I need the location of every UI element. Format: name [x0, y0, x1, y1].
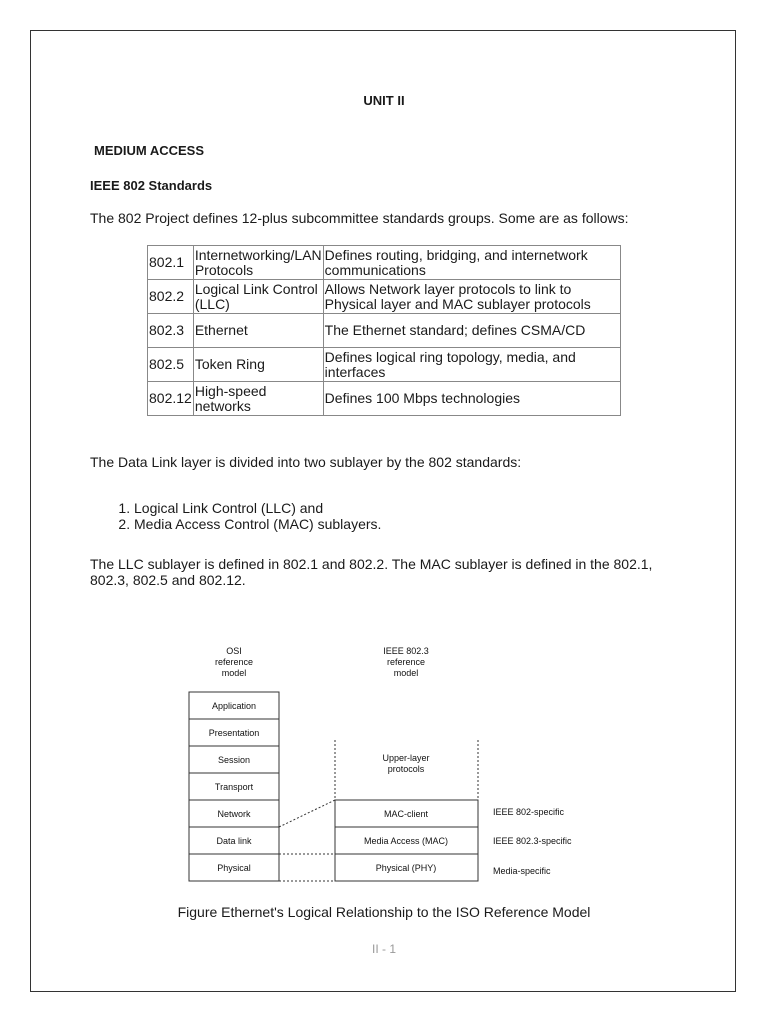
- standard-description: Defines routing, bridging, and internetwork communications: [323, 246, 620, 280]
- ieee-layer-label: Physical (PHY): [375, 863, 437, 873]
- standard-name: Ethernet: [193, 314, 323, 348]
- osi-header-line: reference: [214, 657, 254, 667]
- osi-layer-label: Data link: [216, 836, 252, 846]
- standard-name: Logical Link Control (LLC): [193, 280, 323, 314]
- osi-header-line: model: [221, 668, 247, 678]
- intro-paragraph: The 802 Project defines 12-plus subcommittee standards groups. Some are as follows:: [90, 210, 629, 226]
- upper-layer-label: Upper-layer: [382, 753, 430, 763]
- unit-title: UNIT II: [363, 93, 405, 108]
- list-item: 1. Logical Link Control (LLC) and: [134, 500, 381, 516]
- osi-layer-label: Physical: [217, 863, 251, 873]
- subsection-title: IEEE 802 Standards: [90, 178, 213, 193]
- side-label: IEEE 802-specific: [493, 807, 565, 817]
- list-item: 2. Media Access Control (MAC) sublayers.: [134, 516, 381, 532]
- datalink-paragraph: The Data Link layer is divided into two sublayer by the 802 standards:: [90, 454, 522, 470]
- standard-name: Token Ring: [193, 348, 323, 382]
- standard-number: 802.5: [148, 348, 194, 382]
- osi-layer-label: Presentation: [208, 728, 260, 738]
- standard-number: 802.2: [148, 280, 194, 314]
- ieee-layer-label: Media Access (MAC): [363, 836, 449, 846]
- ieee-header-line: model: [393, 668, 419, 678]
- osi-layer-label: Network: [217, 809, 251, 819]
- section-title: MEDIUM ACCESS: [94, 143, 205, 158]
- standard-name: Internetworking/LAN Protocols: [194, 246, 322, 278]
- figure-caption: Figure Ethernet's Logical Relationship to the ISO Reference Model: [177, 904, 591, 920]
- page-number: II - 1: [371, 942, 396, 956]
- side-label: Media-specific: [493, 866, 551, 876]
- standard-number: 802.3: [148, 314, 194, 348]
- standard-number: 802.1: [148, 246, 194, 280]
- llc-paragraph: The LLC sublayer is defined in 802.1 and 802.2. The MAC sublayer is defined in the 802.1, 802.3, 802.5 and 802.12.: [90, 556, 653, 588]
- ieee-header-line: IEEE 802.3: [383, 646, 429, 656]
- standard-name: High-speed networks: [193, 382, 323, 416]
- osi-layer-label: Application: [211, 701, 257, 711]
- osi-layer-label: Session: [217, 755, 251, 765]
- ieee-header-line: reference: [386, 657, 426, 667]
- side-label: IEEE 802.3-specific: [493, 836, 572, 846]
- standard-description: Allows Network layer protocols to link to Physical layer and MAC sublayer protocols: [323, 280, 620, 314]
- osi-layer-label: Transport: [214, 782, 254, 792]
- osi-header-line: OSI: [226, 646, 242, 656]
- upper-layer-label: protocols: [387, 764, 425, 774]
- standard-description: The Ethernet standard; defines CSMA/CD: [323, 314, 620, 348]
- standard-description: Defines 100 Mbps technologies: [323, 382, 620, 416]
- standard-number: 802.12: [148, 382, 194, 416]
- ieee-layer-label: MAC-client: [383, 809, 429, 819]
- standard-description: Defines logical ring topology, media, and interfaces: [323, 348, 620, 382]
- mapping-line: [279, 800, 335, 827]
